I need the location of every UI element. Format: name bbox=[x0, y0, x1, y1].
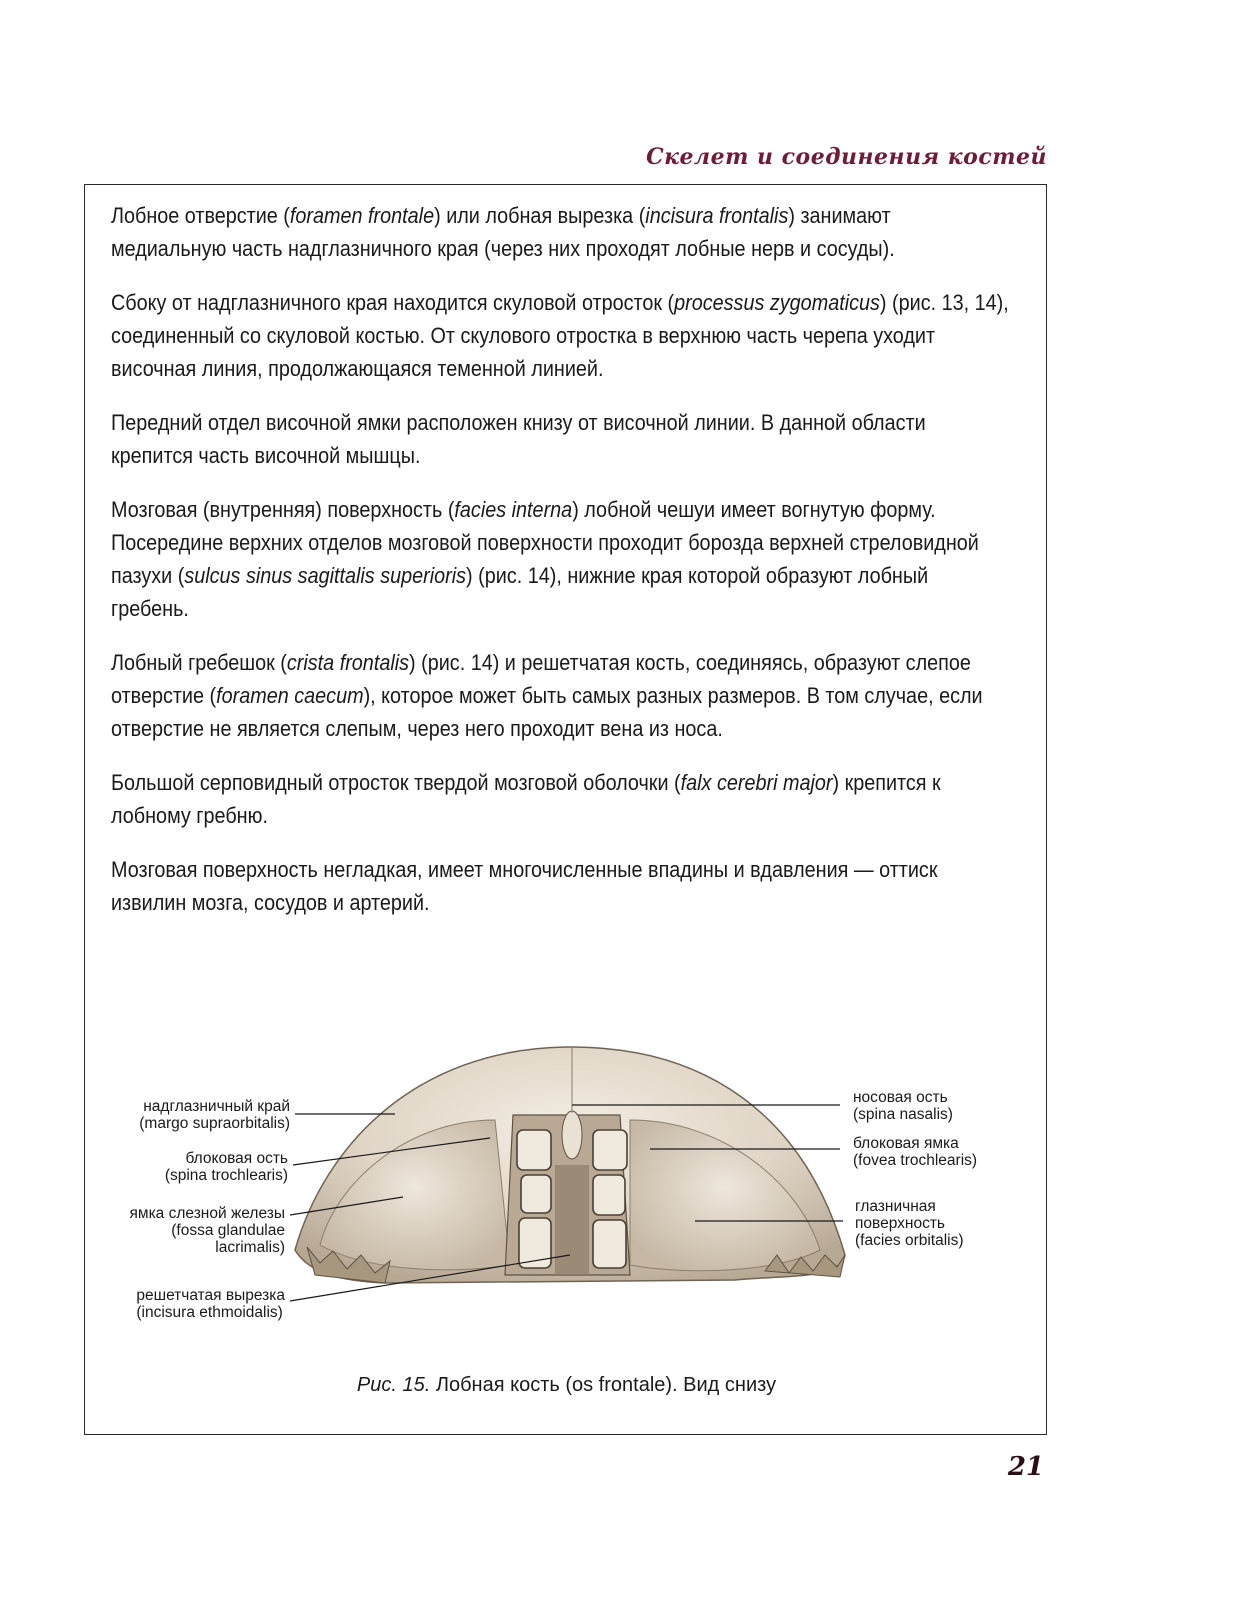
text-run: Лобное отверстие ( bbox=[111, 203, 290, 228]
content-frame bbox=[84, 184, 1047, 1435]
text-run: ) или лобная вырезка ( bbox=[434, 203, 646, 228]
latin-term: incisura frontalis bbox=[645, 203, 789, 228]
text-run: Мозговая поверхность негладкая, имеет многочисленные впадины и вдавления — оттиск извилин мозга, сосудов и артерий. bbox=[111, 857, 938, 915]
label-incisura-ethmoidalis: решетчатая вырезка (incisura ethmoidalis) bbox=[136, 1287, 285, 1321]
figure-15 bbox=[85, 1025, 1048, 1355]
figure-caption-text: Лобная кость (os frontale). Вид снизу bbox=[430, 1374, 777, 1396]
paragraph bbox=[111, 493, 1010, 625]
latin-term: sulcus sinus sagittalis superioris bbox=[184, 563, 467, 588]
paragraph bbox=[111, 199, 1010, 265]
text-run: ) (рис. 14), нижние края которой образуют лобный гребень. bbox=[111, 563, 929, 621]
text-run: ) крепится к лобному гребню. bbox=[111, 770, 941, 828]
figure-number: Рис. 15. bbox=[356, 1374, 431, 1396]
paragraph bbox=[111, 853, 1010, 919]
text-run: ) (рис. 14) и решетчатая кость, соединяясь, образуют слепое отверстие ( bbox=[111, 650, 971, 708]
ethmoid-cells-right bbox=[593, 1130, 627, 1268]
paragraph bbox=[111, 766, 1010, 832]
label-facies-orbitalis: глазничная поверхность (facies orbitalis) bbox=[855, 1198, 964, 1249]
left-orbit bbox=[320, 1120, 510, 1270]
text-run: ) (рис. 13, 14), соединенный со скуловой костью. От скулового отростка в верхнюю часть черепа уходит височная линия, продолжающаяся теменной линией. bbox=[111, 290, 1009, 381]
text-run: Лобный гребешок ( bbox=[111, 650, 287, 675]
paragraph bbox=[111, 406, 1010, 472]
text-run: ) лобной чешуи имеет вогнутую форму. Посередине верхних отделов мозговой поверхности проходит борозда верхней стреловидной пазухи ( bbox=[111, 497, 979, 588]
label-spina-nasalis: носовая ость (spina nasalis) bbox=[853, 1089, 953, 1123]
running-title: Скелет и соединения костей bbox=[646, 144, 1047, 170]
latin-term: foramen frontale bbox=[289, 203, 435, 228]
paragraph bbox=[111, 646, 1010, 745]
latin-term: falx cerebri major bbox=[680, 770, 833, 795]
label-fovea-trochlearis: блоковая ямка (fovea trochlearis) bbox=[853, 1135, 978, 1169]
latin-term: foramen caecum bbox=[216, 683, 364, 708]
body-text bbox=[111, 199, 1009, 940]
ethmoid-cells-left bbox=[517, 1130, 551, 1268]
latin-term: facies interna bbox=[454, 497, 573, 522]
latin-term: processus zygomaticus bbox=[674, 290, 880, 315]
latin-term: crista frontalis bbox=[286, 650, 410, 675]
text-run: Передний отдел височной ямки расположен книзу от височной линии. В данной области крепится часть височной мышцы. bbox=[111, 410, 926, 468]
text-run: ), которое может быть самых разных размеров. В том случае, если отверстие не является слепым, через него проходит вена из носа. bbox=[111, 683, 983, 741]
label-spina-trochlearis: блоковая ость (spina trochlearis) bbox=[164, 1150, 288, 1184]
label-margo-supraorbitalis: надглазничный край (margo supraorbitalis) bbox=[139, 1098, 290, 1132]
text-run: Мозговая (внутренняя) поверхность ( bbox=[111, 497, 455, 522]
text-run: Большой серповидный отросток твердой мозговой оболочки ( bbox=[111, 770, 681, 795]
paragraph bbox=[111, 286, 1010, 385]
text-run: Сбоку от надглазничного края находится скуловой отросток ( bbox=[111, 290, 675, 315]
page-number: 21 bbox=[1007, 1452, 1044, 1482]
text-run: ) занимают медиальную часть надглазничного края (через них проходят лобные нерв и сосуды). bbox=[111, 203, 895, 261]
figure-caption bbox=[85, 1374, 1048, 1397]
label-fossa-glandulae-lacrimalis: ямка слезной железы (fossa glandulae lacrimalis) bbox=[129, 1205, 285, 1256]
